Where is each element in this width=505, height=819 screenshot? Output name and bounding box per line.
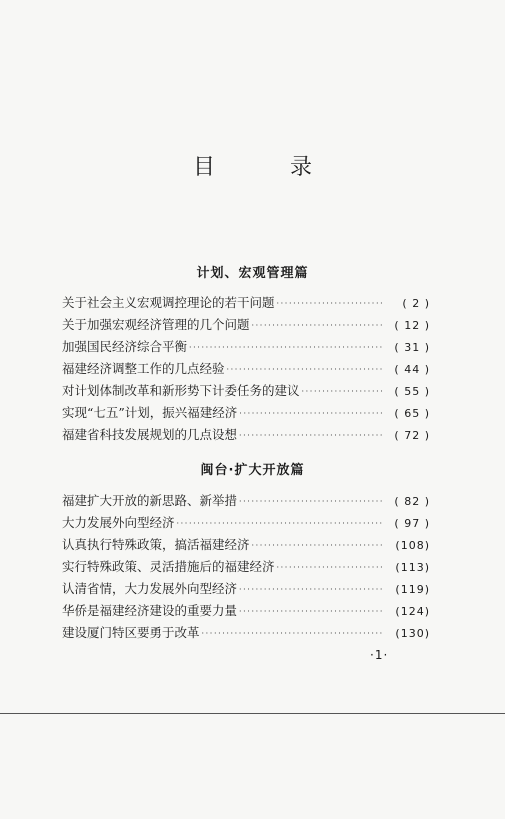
toc-entry[interactable] xyxy=(62,358,430,380)
toc-entry-title: 对计划体制改革和新形势下计委任务的建议 xyxy=(62,383,300,398)
toc-entry-title: 福建省科技发展规划的几点设想 xyxy=(62,427,238,442)
toc-entry-title: 大力发展外向型经济 xyxy=(62,515,175,530)
toc-entry-page: ( 2 ) xyxy=(402,297,430,310)
dot-leader xyxy=(302,381,383,403)
dot-leader xyxy=(239,601,383,623)
toc-entry[interactable] xyxy=(62,380,430,402)
toc-list-planning xyxy=(62,292,430,446)
toc-entry-page: (119) xyxy=(395,583,430,596)
toc-entry-title: 认真执行特殊政策，搞活福建经济 xyxy=(62,537,250,552)
toc-entry[interactable] xyxy=(62,292,430,314)
toc-entry-page: ( 72 ) xyxy=(394,429,430,442)
toc-entry[interactable] xyxy=(62,600,430,622)
dot-leader xyxy=(239,579,383,601)
toc-entry-page: (108) xyxy=(395,539,430,552)
toc-entry-title: 建设厦门特区要勇于改革 xyxy=(62,625,200,640)
toc-entry[interactable] xyxy=(62,578,430,600)
toc-entry-title: 加强国民经济综合平衡 xyxy=(62,339,188,354)
toc-entry[interactable] xyxy=(62,336,430,358)
toc-entry-page: ( 82 ) xyxy=(394,495,430,508)
toc-entry[interactable] xyxy=(62,512,430,534)
dot-leader xyxy=(239,425,383,447)
dot-leader xyxy=(277,293,383,315)
toc-entry[interactable] xyxy=(62,556,430,578)
toc-entry-page: (124) xyxy=(395,605,430,618)
toc-entry-page: ( 97 ) xyxy=(394,517,430,530)
toc-entry-title: 华侨是福建经济建设的重要力量 xyxy=(62,603,238,618)
toc-entry[interactable] xyxy=(62,424,430,446)
dot-leader xyxy=(252,535,383,557)
dot-leader xyxy=(177,513,383,535)
toc-entry-title: 实行特殊政策、灵活措施后的福建经济 xyxy=(62,559,275,574)
toc-entry-title: 关于加强宏观经济管理的几个问题 xyxy=(62,317,250,332)
section-heading-planning: 计划、宏观管理篇 xyxy=(196,266,309,281)
page-title: 目 录 xyxy=(193,155,346,180)
toc-entry-title: 实现“七五”计划，振兴福建经济 xyxy=(62,405,238,420)
toc-entry[interactable] xyxy=(62,314,430,336)
dot-leader xyxy=(277,557,383,579)
toc-entry-page: (130) xyxy=(395,627,430,640)
dot-leader xyxy=(239,491,383,513)
dot-leader xyxy=(202,623,383,645)
toc-list-opening xyxy=(62,490,430,644)
toc-entry-page: ( 65 ) xyxy=(394,407,430,420)
toc-entry[interactable] xyxy=(62,402,430,424)
dot-leader xyxy=(227,359,383,381)
toc-entry-page: ( 55 ) xyxy=(394,385,430,398)
dot-leader xyxy=(252,315,383,337)
toc-entry-title: 认清省情，大力发展外向型经济 xyxy=(62,581,238,596)
toc-entry-page: ( 12 ) xyxy=(394,319,430,332)
toc-entry-page: ( 31 ) xyxy=(394,341,430,354)
page-number: ·1· xyxy=(370,648,389,662)
toc-entry-title: 福建扩大开放的新思路、新举措 xyxy=(62,493,238,508)
toc-entry-page: (113) xyxy=(395,561,430,574)
toc-entry[interactable] xyxy=(62,534,430,556)
toc-entry-title: 关于社会主义宏观调控理论的若干问题 xyxy=(62,295,275,310)
toc-entry-title: 福建经济调整工作的几点经验 xyxy=(62,361,225,376)
bottom-rule xyxy=(0,713,505,714)
toc-entry[interactable] xyxy=(62,490,430,512)
section-heading-opening: 闽台·扩大开放篇 xyxy=(200,463,305,478)
toc-entry-page: ( 44 ) xyxy=(394,363,430,376)
dot-leader xyxy=(189,337,383,359)
dot-leader xyxy=(239,403,383,425)
toc-entry[interactable] xyxy=(62,622,430,644)
